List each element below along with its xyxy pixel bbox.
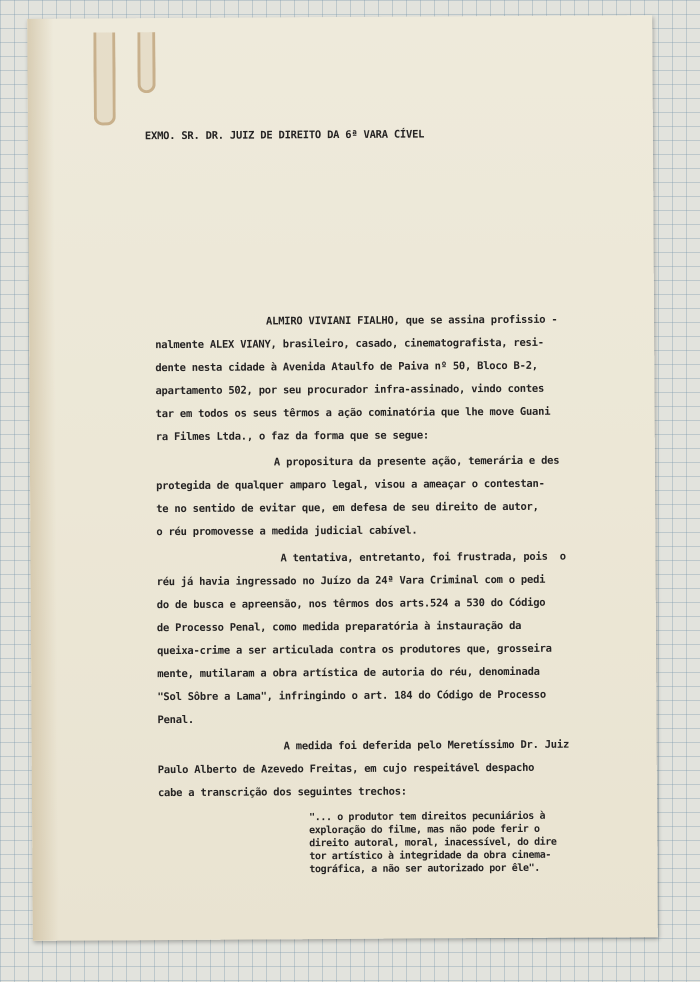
text-line: ALMIRO VIVIANI FIALHO, que se assina profissio - bbox=[266, 313, 558, 328]
quote-line: "... o produtor tem direitos pecuniários à bbox=[309, 810, 546, 824]
text-line: o réu promovesse a medida judicial cabível. bbox=[156, 524, 418, 539]
text-line: "Sol Sôbre a Lama", infringindo o art. 184 do Código de Processo bbox=[157, 688, 546, 704]
typewritten-page bbox=[27, 15, 658, 941]
text-line: Penal. bbox=[157, 713, 194, 727]
text-line: nalmente ALEX VIANY, brasileiro, casado, cinematografista, resi- bbox=[155, 336, 544, 352]
text-line: A tentativa, entretanto, foi frustrada, pois o bbox=[280, 550, 566, 565]
text-line: réu já havia ingressado no Juízo da 24ª Vara Criminal com o pedi bbox=[156, 573, 546, 589]
quote-line: exploração do filme, mas não pode ferir o bbox=[309, 823, 540, 837]
text-line: Paulo Alberto de Azevedo Freitas, em cujo respeitável despacho bbox=[157, 761, 535, 777]
text-line: apartamento 502, por seu procurador infra-assinado, vindo contes bbox=[155, 382, 545, 398]
text-line: dente nesta cidade à Avenida Ataulfo de Paiva nº 50, Bloco B-2, bbox=[155, 359, 538, 375]
text-line: do de busca e apreensão, nos têrmos dos arts.524 a 530 do Código bbox=[156, 596, 546, 612]
document-body bbox=[27, 15, 658, 941]
text-line: A propositura da presente ação, temerária e des bbox=[273, 454, 560, 469]
court-order-quote bbox=[309, 809, 619, 876]
document-heading: EXMO. SR. DR. JUIZ DE DIREITO DA 6ª VARA CÍVEL bbox=[144, 128, 425, 143]
text-line: protegida de qualquer amparo legal, visou a ameaçar o contestan- bbox=[156, 477, 545, 493]
quote-line: direito autoral, moral, inacessível, do dire bbox=[309, 836, 557, 850]
text-line: queixa-crime a ser articulada contra os produtores que, grosseira bbox=[157, 642, 552, 658]
text-line: cabe a transcrição dos seguintes trechos: bbox=[157, 785, 407, 800]
quote-line: tográfica, a não ser autorizado por êle". bbox=[309, 862, 540, 876]
text-line: de Processo Penal, como medida preparatória à instauração da bbox=[156, 619, 522, 635]
text-line: ra Filmes Ltda., o faz da forma que se segue: bbox=[155, 429, 430, 444]
text-line: mente, mutilaram a obra artística de autoria do réu, denominada bbox=[157, 665, 540, 681]
quote-line: tor artístico à integridade da obra cinema- bbox=[309, 849, 552, 863]
text-line: A medida foi deferida pelo Meretíssimo Dr. Juiz bbox=[283, 738, 570, 753]
text-line: tar em todos os seus têrmos a ação cominatória que lhe move Guani bbox=[155, 405, 551, 421]
text-line: te no sentido de evitar que, em defesa de seu direito de autor, bbox=[156, 500, 539, 516]
